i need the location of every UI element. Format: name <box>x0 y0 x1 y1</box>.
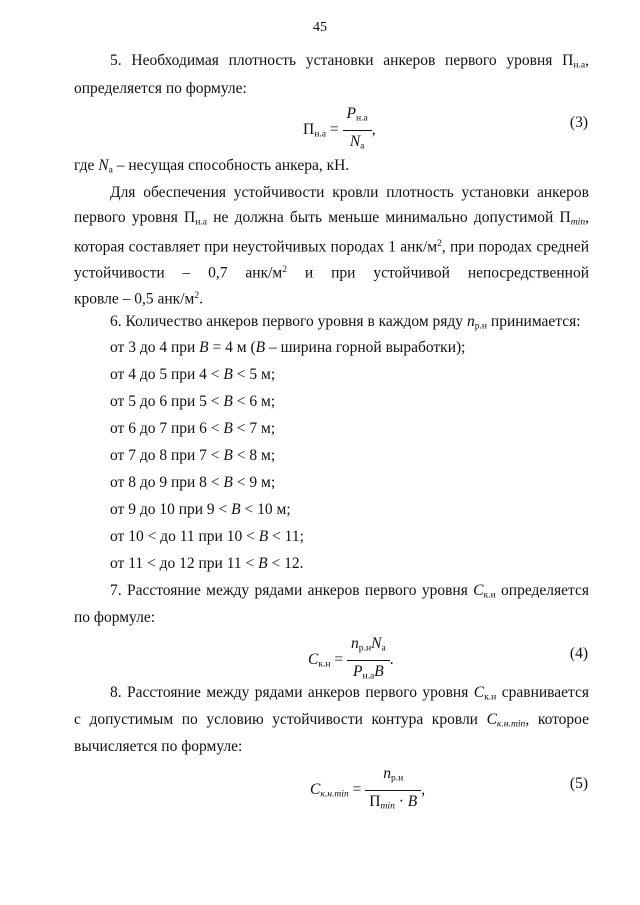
equation-number-4: (4) <box>569 645 588 662</box>
formula-4: $C_{к.н}$ = $\frac{n_{р.н}N_а}{P_{н.а}B}$ . <box>308 634 394 686</box>
paragraph-5-line-2: определяется по формуле: <box>74 80 247 97</box>
stability-line-3: которая составляет при неустойчивых породах 1 анк/$м^2$, при породах средней <box>74 238 589 256</box>
paragraph-8-line-2: с допустимым по условию устойчивости контура кровли $C_{к.н.min}$, которое <box>74 711 590 730</box>
equation-number-5: (5) <box>569 775 588 792</box>
where-line: где $N_а$ – несущая способность анкера, кН. <box>74 157 350 176</box>
stability-line-4: устойчивости – 0,7 анк/$м^2$ и при устойчивой непосредственной <box>74 264 590 282</box>
formula-5-fraction: $\frac{n_{р.н}}{П_{min} \cdot B}$ <box>365 764 421 816</box>
anchor-count-list-item: от 8 до 9 при 8 < B < 9 м; <box>110 474 276 491</box>
paragraph-7-line-2: по формуле: <box>74 609 156 626</box>
stability-line-2: первого уровня $П_{н.а}$ не должна быть меньше минимально допустимой $П_{min}$, <box>74 209 589 228</box>
equation-number-3: (3) <box>569 114 588 131</box>
paragraph-8-line-3: вычисляется по формуле: <box>74 738 243 755</box>
anchor-count-list-item: от 6 до 7 при 6 < B < 7 м; <box>110 420 276 437</box>
paragraph-6: 6. Количество анкеров первого уровня в каждом ряду $n_{р.н}$ принимается: <box>110 313 581 332</box>
paragraph-8-line-1: 8. Расстояние между рядами анкеров первого уровня $C_{к.н}$ сравнивается <box>110 684 589 703</box>
anchor-count-list-item: от 10 < до 11 при 10 < B < 11; <box>110 528 304 545</box>
anchor-count-list-item: от 3 до 4 при B = 4 м (B – ширина горной выработки); <box>110 339 466 356</box>
anchor-count-list-item: от 7 до 8 при 7 < B < 8 м; <box>110 447 276 464</box>
anchor-count-list-item: от 9 до 10 при 9 < B < 10 м; <box>110 501 291 518</box>
paragraph-5-line-1: 5. Необходимая плотность установки анкеров первого уровня $П_{н.а}$, <box>110 52 589 71</box>
formula-3-fraction: $\frac{P_{н.а}}{N_а}$ <box>343 104 372 156</box>
page-number: 45 <box>313 20 327 35</box>
formula-5: $C_{к.н.min}$ = $\frac{n_{р.н}}{П_{min} \cdot B}$ , <box>310 764 425 816</box>
paragraph-7-line-1: 7. Расстояние между рядами анкеров первого уровня $C_{к.н}$ определяется <box>110 582 589 601</box>
anchor-count-list-item: от 4 до 5 при 4 < B < 5 м; <box>110 366 276 383</box>
stability-line-5: кровле – 0,5 анк/$м^2$. <box>74 290 204 308</box>
anchor-count-list-item: от 11 < до 12 при 11 < B < 12. <box>110 555 304 572</box>
formula-4-fraction: $\frac{n_{р.н}N_а}{P_{н.а}B}$ <box>347 634 390 686</box>
formula-3: $П_{н.а}$ = $\frac{P_{н.а}}{N_а}$ , <box>303 104 376 156</box>
anchor-count-list-item: от 5 до 6 при 5 < B < 6 м; <box>110 393 276 410</box>
stability-line-1: Для обеспечения устойчивости кровли плотность установки анкеров <box>110 184 589 201</box>
